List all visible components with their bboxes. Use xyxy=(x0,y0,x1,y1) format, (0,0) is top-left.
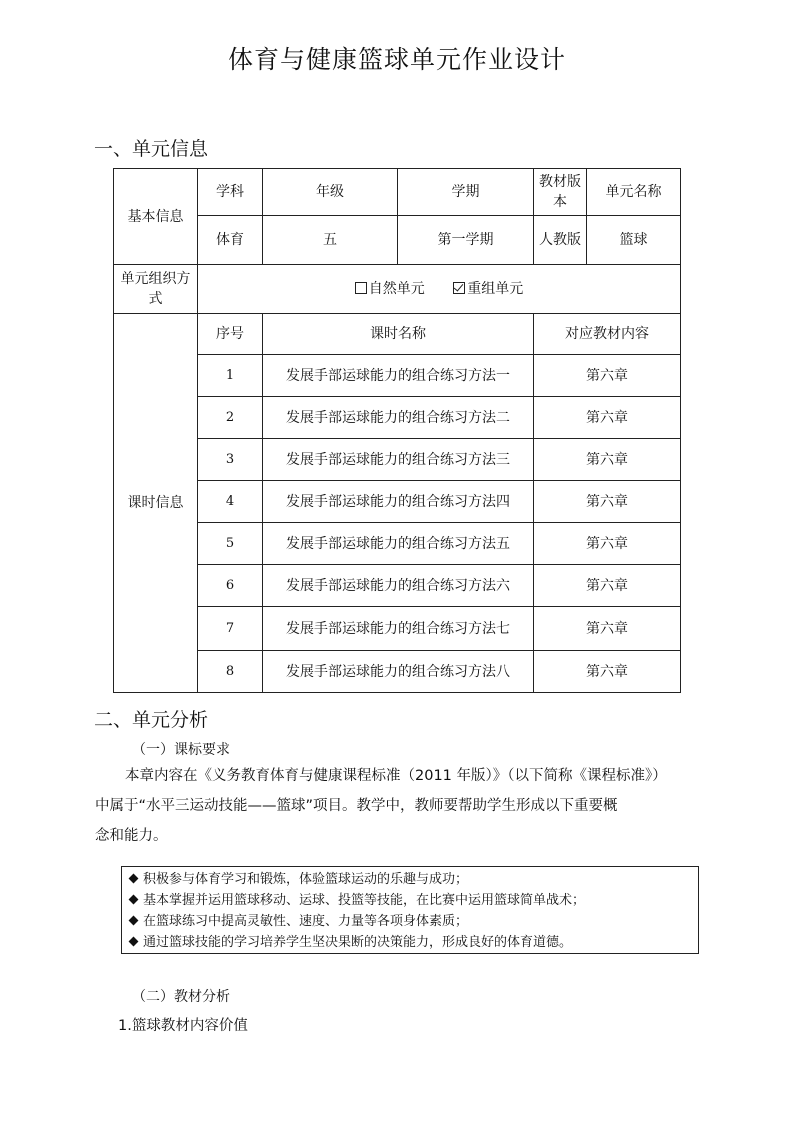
table-row xyxy=(114,523,681,565)
table-row xyxy=(114,355,681,397)
paragraph-line-3: 念和能力。 xyxy=(95,828,168,844)
lesson-name: 发展手部运球能力的组合练习方法五 xyxy=(263,523,534,565)
table-row xyxy=(114,565,681,607)
lesson-no: 6 xyxy=(198,565,263,607)
lesson-content: 第六章 xyxy=(534,439,681,481)
org-label: 单元组织方式 xyxy=(114,265,198,314)
org-option-natural-label: 自然单元 xyxy=(368,281,425,297)
lesson-no: 8 xyxy=(198,651,263,693)
value-subject: 体育 xyxy=(198,216,263,265)
lesson-no: 4 xyxy=(198,481,263,523)
lesson-no: 3 xyxy=(198,439,263,481)
org-options xyxy=(198,265,681,314)
diamond-bullet-icon xyxy=(129,916,139,926)
lesson-name: 发展手部运球能力的组合练习方法一 xyxy=(263,355,534,397)
header-grade: 年级 xyxy=(263,169,398,216)
lesson-header-no: 序号 xyxy=(198,314,263,355)
checkbox-unchecked-icon[interactable] xyxy=(355,282,367,294)
unit-info-table xyxy=(113,168,681,693)
value-semester: 第一学期 xyxy=(398,216,534,265)
lesson-no: 5 xyxy=(198,523,263,565)
list-item xyxy=(128,869,692,890)
subheading-textbook-analysis: （二）教材分析 xyxy=(132,989,230,1005)
value-textbook-version: 人教版 xyxy=(534,216,587,265)
lesson-no: 2 xyxy=(198,397,263,439)
list-item xyxy=(128,911,692,932)
paragraph-line-2: 中属于“水平三运动技能——篮球”项目。教学中，教师要帮助学生形成以下重要概 xyxy=(95,798,618,814)
page-title: 体育与健康篮球单元作业设计 xyxy=(227,45,566,74)
lesson-header-name: 课时名称 xyxy=(263,314,534,355)
lesson-info-label: 课时信息 xyxy=(114,314,198,693)
table-row xyxy=(114,607,681,651)
list-item xyxy=(128,890,692,911)
lesson-content: 第六章 xyxy=(534,607,681,651)
basic-info-label: 基本信息 xyxy=(114,169,198,265)
bullet-text: 基本掌握并运用篮球移动、运球、投篮等技能，在比赛中运用篮球简单战术； xyxy=(143,893,586,908)
lesson-content: 第六章 xyxy=(534,523,681,565)
checkbox-checked-icon[interactable] xyxy=(453,282,465,294)
org-option-natural[interactable] xyxy=(355,281,425,297)
table-row xyxy=(114,397,681,439)
table-row xyxy=(114,439,681,481)
diamond-bullet-icon xyxy=(129,937,139,947)
table-row xyxy=(114,651,681,693)
bullet-text: 通过篮球技能的学习培养学生坚决果断的决策能力，形成良好的体育道德。 xyxy=(143,935,573,950)
header-textbook-version: 教材版本 xyxy=(534,169,587,216)
lesson-content: 第六章 xyxy=(534,481,681,523)
lesson-content: 第六章 xyxy=(534,355,681,397)
diamond-bullet-icon xyxy=(129,874,139,884)
table-row xyxy=(114,481,681,523)
section-heading-unit-analysis: 二、单元分析 xyxy=(94,709,209,731)
list-item xyxy=(128,932,692,953)
lesson-header-content: 对应教材内容 xyxy=(534,314,681,355)
org-option-regrouped[interactable] xyxy=(453,281,523,297)
lesson-name: 发展手部运球能力的组合练习方法二 xyxy=(263,397,534,439)
header-unit-name: 单元名称 xyxy=(587,169,681,216)
value-unit-name: 篮球 xyxy=(587,216,681,265)
section-heading-unit-info: 一、单元信息 xyxy=(94,138,209,160)
header-subject: 学科 xyxy=(198,169,263,216)
subheading-curriculum-standards: （一）课标要求 xyxy=(132,742,230,758)
key-concepts-box xyxy=(121,866,699,954)
diamond-bullet-icon xyxy=(129,895,139,905)
lesson-content: 第六章 xyxy=(534,565,681,607)
lesson-name: 发展手部运球能力的组合练习方法四 xyxy=(263,481,534,523)
lesson-name: 发展手部运球能力的组合练习方法三 xyxy=(263,439,534,481)
bullet-text: 在篮球练习中提高灵敏性、速度、力量等各项身体素质； xyxy=(143,914,469,929)
lesson-name: 发展手部运球能力的组合练习方法八 xyxy=(263,651,534,693)
item-textbook-value: 1.篮球教材内容价值 xyxy=(118,1018,248,1034)
lesson-content: 第六章 xyxy=(534,651,681,693)
bullet-text: 积极参与体育学习和锻炼，体验篮球运动的乐趣与成功； xyxy=(143,872,469,887)
lesson-content: 第六章 xyxy=(534,397,681,439)
lesson-name: 发展手部运球能力的组合练习方法六 xyxy=(263,565,534,607)
lesson-name: 发展手部运球能力的组合练习方法七 xyxy=(263,607,534,651)
paragraph-line-1: 本章内容在《义务教育体育与健康课程标准（2011 年版）》（以下简称《课程标准》） xyxy=(125,768,667,784)
header-semester: 学期 xyxy=(398,169,534,216)
value-grade: 五 xyxy=(263,216,398,265)
lesson-no: 7 xyxy=(198,607,263,651)
lesson-no: 1 xyxy=(198,355,263,397)
org-option-regrouped-label: 重组单元 xyxy=(467,281,524,297)
